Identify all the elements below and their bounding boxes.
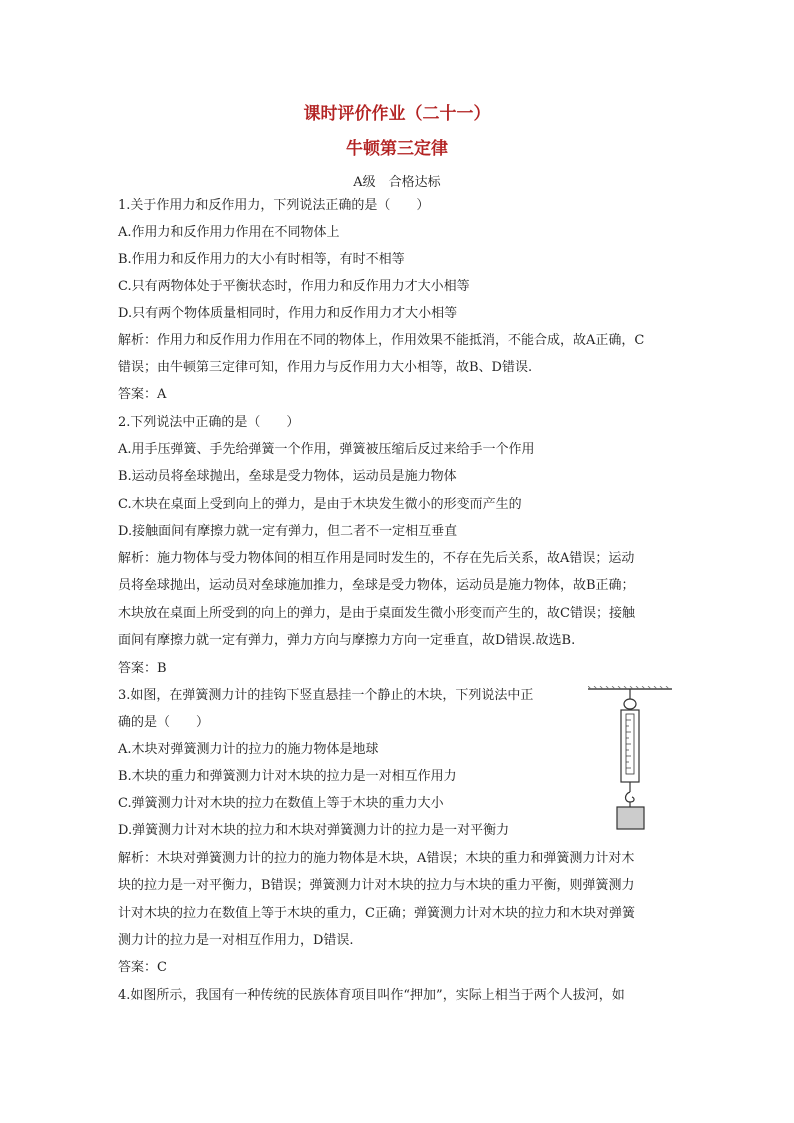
page-title: 课时评价作业（二十一）	[303, 104, 491, 124]
q2-analysis-line: 解析：施力物体与受力物体间的相互作用是同时发生的，不存在先后关系，故A错误；运动	[118, 551, 635, 566]
q2-stem: 2.下列说法中正确的是（ ）	[118, 415, 300, 430]
q3-option-a: A.木块对弹簧测力计的拉力的施力物体是地球	[118, 742, 379, 757]
q2-option-a: A.用手压弹簧、手先给弹簧一个作用，弹簧被压缩后反过来给手一个作用	[118, 442, 535, 457]
q1-option-c: C.只有两物体处于平衡状态时，作用力和反作用力才大小相等	[118, 279, 470, 294]
q1-analysis-line: 错误；由牛顿第三定律可知，作用力与反作用力大小相等，故B、D错误.	[118, 360, 533, 375]
page-subtitle: 牛顿第三定律	[346, 139, 448, 159]
q3-analysis-line: 测力计的拉力是一对相互作用力，D错误.	[118, 933, 354, 948]
q3-analysis-line: 块的拉力是一对平衡力，B错误；弹簧测力计对木块的拉力与木块的重力平衡，则弹簧测力	[118, 878, 635, 893]
q1-option-b: B.作用力和反作用力的大小有时相等，有时不相等	[118, 252, 405, 267]
q1-answer: 答案：A	[118, 387, 167, 402]
q1-analysis-line: 解析：作用力和反作用力作用在不同的物体上，作用效果不能抵消，不能合成，故A正确，C	[118, 333, 645, 348]
q1-option-a: A.作用力和反作用力作用在不同物体上	[118, 225, 340, 240]
q3-option-c: C.弹簧测力计对木块的拉力在数值上等于木块的重力大小	[118, 796, 444, 811]
q1-option-d: D.只有两个物体质量相同时，作用力和反作用力才大小相等	[118, 306, 458, 321]
level-heading: A级 合格达标	[353, 175, 441, 190]
q3-analysis-line: 计对木块的拉力在数值上等于木块的重力，C正确；弹簧测力计对木块的拉力和木块对弹簧	[118, 906, 635, 921]
q1-stem: 1.关于作用力和反作用力，下列说法正确的是（ ）	[118, 198, 430, 213]
q2-option-d: D.接触面间有摩擦力就一定有弹力，但二者不一定相互垂直	[118, 524, 458, 539]
q2-analysis-line: 木块放在桌面上所受到的向上的弹力，是由于桌面发生微小形变而产生的，故C错误；接触	[118, 606, 635, 621]
q2-option-b: B.运动员将垒球抛出，垒球是受力物体，运动员是施力物体	[118, 469, 457, 484]
q3-answer: 答案：C	[118, 960, 167, 975]
q3-analysis-line: 解析：木块对弹簧测力计的拉力的施力物体是木块，A错误；木块的重力和弹簧测力计对木	[118, 851, 635, 866]
spring-scale-figure	[588, 686, 676, 836]
q3-stem: 3.如图，在弹簧测力计的挂钩下竖直悬挂一个静止的木块，下列说法中正	[118, 688, 534, 703]
q4-stem: 4.如图所示，我国有一种传统的民族体育项目叫作“押加”，实际上相当于两个人拔河，如	[118, 988, 625, 1003]
q3-option-d: D.弹簧测力计对木块的拉力和木块对弹簧测力计的拉力是一对平衡力	[118, 823, 510, 838]
q2-option-c: C.木块在桌面上受到向上的弹力，是由于木块发生微小的形变而产生的	[118, 497, 522, 512]
q2-analysis-line: 员将垒球抛出，运动员对垒球施加推力，垒球是受力物体，运动员是施力物体，故B正确；	[118, 578, 635, 593]
q2-analysis-line: 面间有摩擦力就一定有弹力，弹力方向与摩擦力方向一定垂直，故D错误.故选B.	[118, 633, 576, 648]
q3-option-b: B.木块的重力和弹簧测力计对木块的拉力是一对相互作用力	[118, 769, 457, 784]
q2-answer: 答案：B	[118, 661, 167, 676]
q3-stem-cont: 确的是（ ）	[118, 715, 210, 730]
